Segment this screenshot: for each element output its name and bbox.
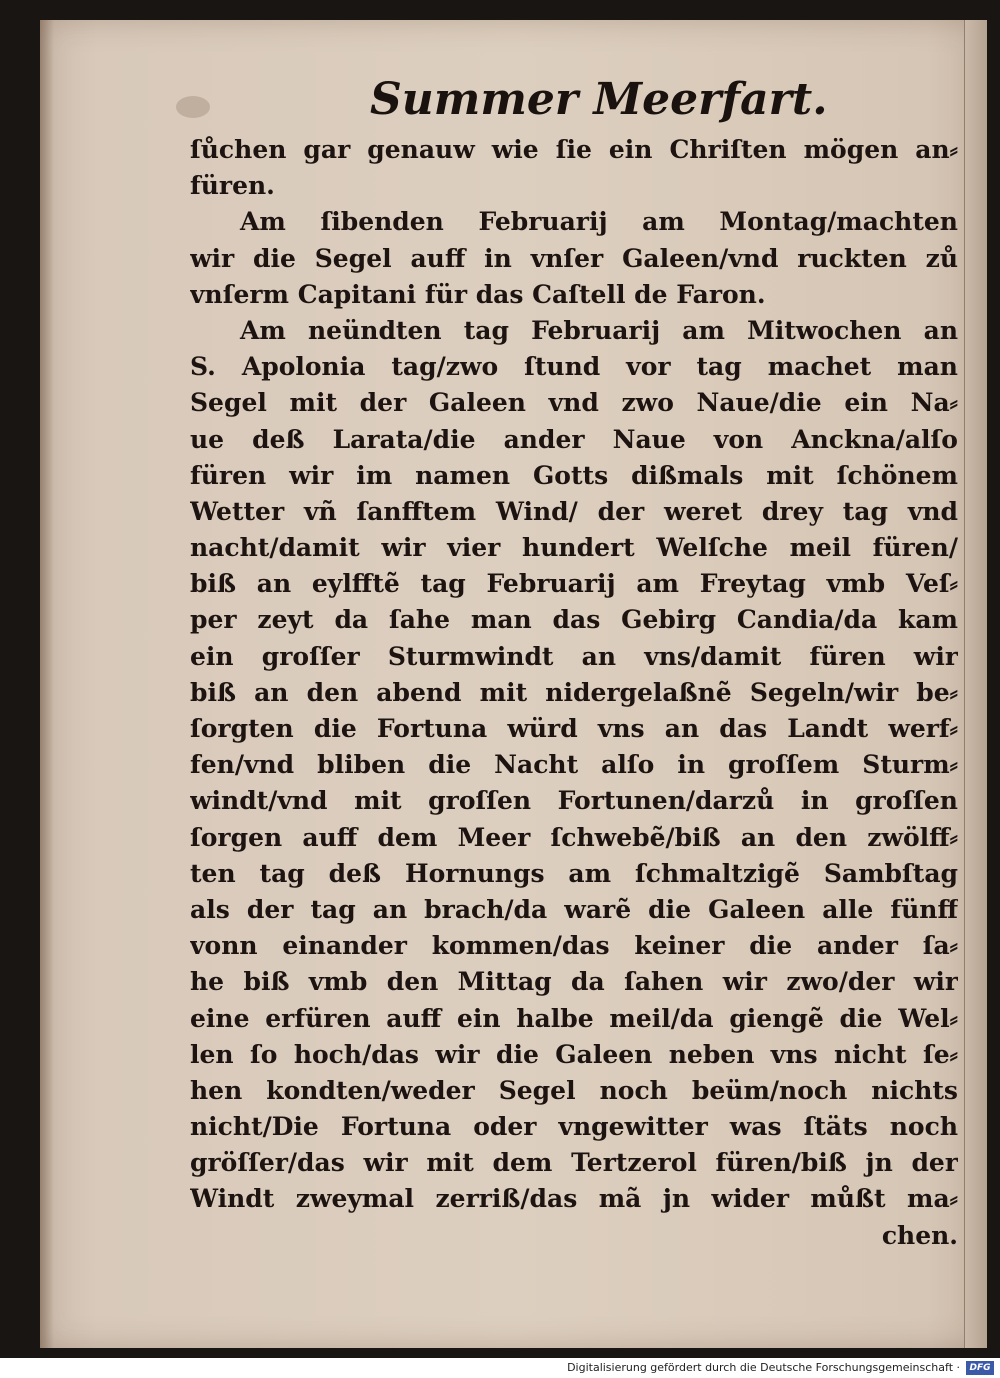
text-line: Wetter vñ ſanfftem Wind/ der weret drey tag vnd — [190, 496, 958, 526]
text-line: als der tag an brach/da warẽ die Galeen alle fünff — [190, 894, 958, 924]
text-line: Am neündten tag Februarij am Mitwochen an — [240, 315, 958, 345]
text-line: len ſo hoch/das wir die Galeen neben vns nicht ſe⸗ — [190, 1039, 958, 1069]
text-line: wir die Segel auff in vnſer Galeen/vnd ruckten zů — [190, 243, 958, 273]
text-line: windt/vnd mit groſſen Fortunen/darzů in groſſen — [190, 786, 958, 816]
text-line: biß an eylfftẽ tag Februarij am Freytag vmb Veſ⸗ — [190, 569, 958, 599]
paper-stain — [176, 96, 210, 118]
dfg-logo-icon: DFG — [966, 1361, 994, 1375]
text-line: ue deß Larata/die ander Naue von Anckna/alſo — [190, 424, 958, 454]
text-line: füren wir im namen Gotts dißmals mit ſchönem — [190, 460, 958, 490]
text-line: ſorgen auff dem Meer ſchwebẽ/biß an den zwölff⸗ — [190, 822, 958, 852]
text-line: vonn einander kommen/das keiner die ander ſa⸗ — [190, 931, 958, 961]
text-line: Segel mit der Galeen vnd zwo Naue/die ein Na⸗ — [190, 388, 958, 418]
page-fore-edge — [964, 20, 987, 1348]
page-text-block — [190, 132, 958, 1254]
text-line: he biß vmb den Mittag da ſahen wir zwo/der wir — [190, 967, 958, 997]
text-line: Am ſibenden Februarij am Montag/machten — [240, 207, 958, 237]
text-line: S. Apolonia tag/zwo ſtund vor tag machet man — [190, 352, 958, 382]
text-line: Windt zweymal zerriß/das mã jn wider můßt ma⸗ — [190, 1184, 958, 1214]
text-line: ten tag deß Hornungs am ſchmaltzigẽ Sambſtag — [190, 858, 958, 888]
text-line: nacht/damit wir vier hundert Welſche meil füren/ — [190, 533, 958, 563]
text-line: hen kondten/weder Segel noch beüm/noch nichts — [190, 1075, 958, 1105]
footer-credit: Digitalisierung gefördert durch die Deutsche Forschungsgemeinschaft · — [567, 1361, 960, 1374]
text-line: ſorgten die Fortuna würd vns an das Landt werf⸗ — [190, 714, 958, 743]
text-line: ſůchen gar genauw wie ſie ein Chriſten mögen an⸗ — [190, 135, 958, 164]
text-line: per zeyt da ſahe man das Gebirg Candia/da kam — [190, 605, 958, 635]
text-line: chen. — [881, 1220, 958, 1250]
page-gutter-shadow — [40, 20, 54, 1348]
text-line: gröſſer/das wir mit dem Tertzerol füren/biß jn der — [190, 1148, 958, 1178]
text-line: füren. — [190, 171, 275, 201]
text-line: eine erfüren auff ein halbe meil/da giengẽ die Wel⸗ — [190, 1003, 958, 1033]
running-head: Summer Meerfart. — [370, 74, 828, 125]
text-line: nicht/Die Fortuna oder vngewitter was ſtäts noch — [190, 1112, 958, 1142]
text-line: biß an den abend mit nidergelaßnẽ Segeln/wir be⸗ — [190, 677, 958, 707]
text-line: ein groſſer Sturmwindt an vns/damit füren wir — [190, 641, 958, 671]
text-line: vnſerm Capitani für das Caſtell de Faron. — [190, 279, 766, 309]
text-line: fen/vnd bliben die Nacht alſo in groſſem Sturm⸗ — [190, 750, 958, 780]
